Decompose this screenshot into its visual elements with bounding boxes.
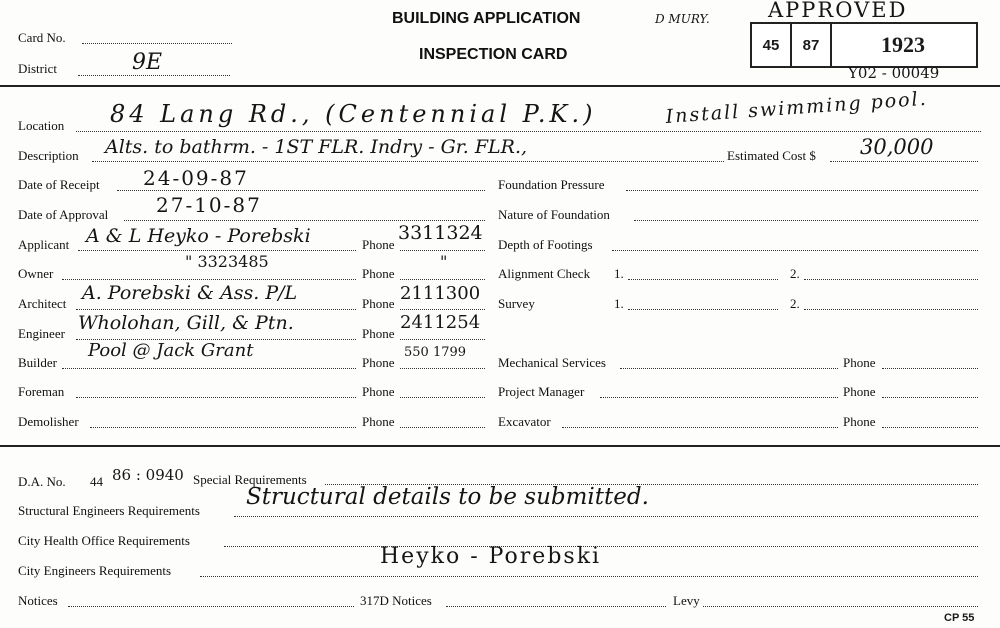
alignment-check-2-label: 2. xyxy=(790,266,800,281)
builder-label: Builder xyxy=(18,355,57,370)
notices-317d-label: 317D Notices xyxy=(360,593,432,608)
engineer-phone-line xyxy=(400,339,485,340)
survey-1-label: 1. xyxy=(614,296,624,311)
middle-divider xyxy=(0,445,1000,447)
alignment-check-1-label: 1. xyxy=(614,266,624,281)
project-manager-phone-line xyxy=(882,397,978,398)
notices-line xyxy=(68,606,354,607)
excavator-line xyxy=(562,427,838,428)
foreman-line xyxy=(76,397,356,398)
da-number-prefix: 44 xyxy=(90,474,103,489)
demolisher-label: Demolisher xyxy=(18,414,79,429)
record-box-mid: 87 xyxy=(792,24,832,66)
special-requirements-label: Special Requirements xyxy=(193,472,307,487)
record-box-left: 45 xyxy=(752,24,792,66)
owner-value: " 3323485 xyxy=(185,252,269,271)
nature-foundation-label: Nature of Foundation xyxy=(498,207,610,222)
date-receipt-value: 24-09-87 xyxy=(143,166,249,190)
date-receipt-line xyxy=(117,190,485,191)
alignment-check-label: Alignment Check xyxy=(498,266,591,281)
city-engineers-requirements-line xyxy=(200,576,978,577)
demolisher-phone-label: Phone xyxy=(362,414,395,429)
district-line xyxy=(78,75,230,76)
approved-stamp: APPROVED xyxy=(768,0,908,22)
district-label: District xyxy=(18,61,57,76)
owner-line xyxy=(62,279,356,280)
survey-label: Survey xyxy=(498,296,535,311)
record-box-right: 1923 xyxy=(881,32,925,57)
engineer-label: Engineer xyxy=(18,326,65,341)
project-manager-phone-label: Phone xyxy=(843,384,876,399)
demolisher-line xyxy=(90,427,356,428)
foreman-phone-label: Phone xyxy=(362,384,395,399)
district-value: 9E xyxy=(132,50,163,75)
foreman-phone-line xyxy=(400,397,485,398)
applicant-label: Applicant xyxy=(18,237,70,252)
applicant-value: A & L Heyko - Porebski xyxy=(86,225,311,247)
nature-foundation-line xyxy=(634,220,978,221)
engineer-value: Wholohan, Gill, & Ptn. xyxy=(78,312,294,334)
structural-requirements-label: Structural Engineers Requirements xyxy=(18,503,200,518)
levy-label: Levy xyxy=(673,593,700,608)
location-value: 84 Lang Rd., (Centennial P.K.) xyxy=(110,100,597,128)
excavator-phone-label: Phone xyxy=(843,414,876,429)
location-line xyxy=(76,131,981,132)
depth-footings-line xyxy=(612,250,978,251)
record-number-box xyxy=(750,22,978,68)
description-label: Description xyxy=(18,148,79,163)
estimated-cost-line xyxy=(830,161,978,162)
date-approval-label: Date of Approval xyxy=(18,207,109,222)
owner-phone-line xyxy=(400,279,485,280)
alignment-check-2-line xyxy=(804,279,978,280)
builder-phone-value: 550 1799 xyxy=(404,345,467,360)
levy-line xyxy=(703,606,978,607)
top-divider xyxy=(0,85,1000,87)
structural-requirements-line xyxy=(234,516,978,517)
description-extra: Install swimming pool. xyxy=(665,87,929,128)
architect-phone-line xyxy=(400,309,485,310)
applicant-phone-value: 3311324 xyxy=(398,222,483,244)
survey-2-label: 2. xyxy=(790,296,800,311)
mechanical-services-label: Mechanical Services xyxy=(498,355,606,370)
architect-label: Architect xyxy=(18,296,67,311)
excavator-label: Excavator xyxy=(498,414,551,429)
foundation-pressure-label: Foundation Pressure xyxy=(498,177,605,192)
mechanical-phone-label: Phone xyxy=(843,355,876,370)
description-value: Alts. to bathrm. - 1ST FLR. Indry - Gr. FLR., xyxy=(105,136,528,158)
reference-number: Y02 - 00049 xyxy=(848,64,940,82)
foundation-pressure-line xyxy=(626,190,978,191)
builder-phone-line xyxy=(400,368,485,369)
card-no-label: Card No. xyxy=(18,30,66,45)
depth-footings-label: Depth of Footings xyxy=(498,237,593,252)
da-number-value: 86 : 0940 xyxy=(112,466,184,484)
da-number-label: D.A. No. xyxy=(18,474,66,489)
card-title-line2: INSPECTION CARD xyxy=(419,46,568,63)
survey-1-line xyxy=(628,309,778,310)
applicant-phone-line xyxy=(400,250,485,251)
owner-phone-label: Phone xyxy=(362,266,395,281)
notices-317d-line xyxy=(446,606,666,607)
mechanical-phone-line xyxy=(882,368,978,369)
architect-line xyxy=(76,309,356,310)
builder-line xyxy=(62,368,356,369)
health-requirements-label: City Health Office Requirements xyxy=(18,533,190,548)
card-no-line xyxy=(82,43,232,44)
excavator-phone-line xyxy=(882,427,978,428)
alignment-check-1-line xyxy=(628,279,778,280)
project-manager-line xyxy=(600,397,838,398)
location-label: Location xyxy=(18,118,65,133)
estimated-cost-value: 30,000 xyxy=(860,135,934,159)
estimated-cost-label: Estimated Cost $ xyxy=(727,148,816,163)
architect-phone-label: Phone xyxy=(362,296,395,311)
project-manager-label: Project Manager xyxy=(498,384,585,399)
survey-2-line xyxy=(804,309,978,310)
applicant-phone-label: Phone xyxy=(362,237,395,252)
date-approval-value: 27-10-87 xyxy=(156,193,262,217)
engineer-phone-label: Phone xyxy=(362,326,395,341)
demolisher-phone-line xyxy=(400,427,485,428)
form-code: CP 55 xyxy=(944,612,975,624)
owner-phone-value: " xyxy=(440,252,448,271)
inspector-initials: D MURY. xyxy=(655,12,710,26)
date-approval-line xyxy=(124,220,485,221)
city-engineers-requirements-value: Heyko - Porebski xyxy=(380,544,602,569)
architect-phone-value: 2111300 xyxy=(400,283,481,304)
architect-value: A. Porebski & Ass. P/L xyxy=(82,282,298,304)
mechanical-services-line xyxy=(620,368,838,369)
engineer-phone-value: 2411254 xyxy=(400,312,481,333)
builder-phone-label: Phone xyxy=(362,355,395,370)
builder-value: Pool @ Jack Grant xyxy=(88,340,254,361)
date-receipt-label: Date of Receipt xyxy=(18,177,100,192)
notices-label: Notices xyxy=(18,593,58,608)
owner-label: Owner xyxy=(18,266,54,281)
foreman-label: Foreman xyxy=(18,384,65,399)
description-line xyxy=(92,161,724,162)
card-title-line1: BUILDING APPLICATION xyxy=(392,10,581,27)
city-engineers-requirements-label: City Engineers Requirements xyxy=(18,563,172,578)
structural-requirements-value: Structural details to be submitted. xyxy=(246,484,649,510)
applicant-line xyxy=(78,250,356,251)
